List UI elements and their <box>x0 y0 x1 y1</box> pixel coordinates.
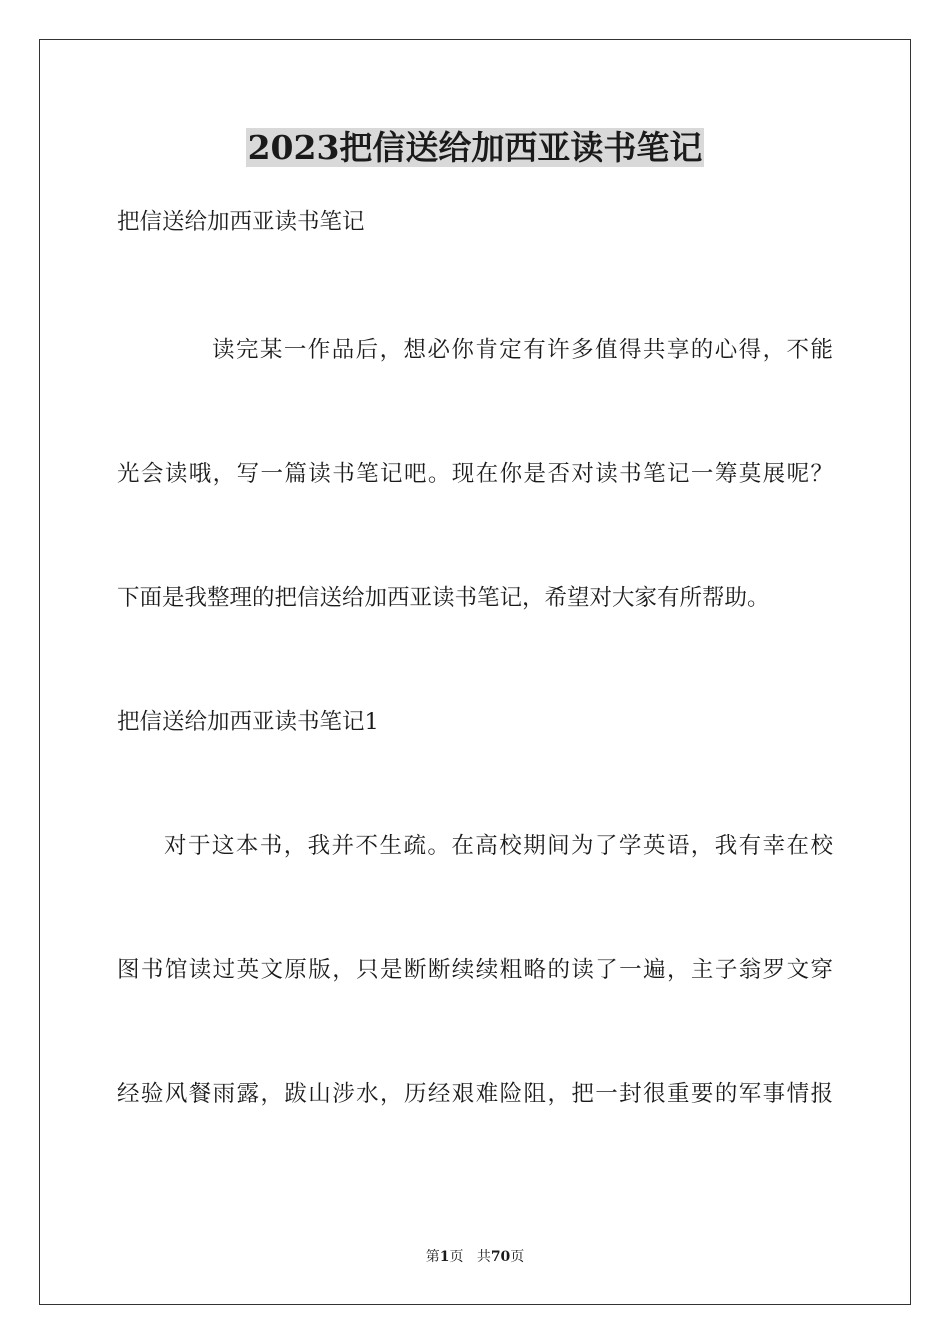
paragraph-line-1: 读完某一作品后，想必你肯定有许多值得共享的心得，不能 <box>212 337 833 363</box>
page-prefix: 第 <box>425 1249 440 1265</box>
page-suffix: 页 <box>449 1249 464 1265</box>
total-suffix: 页 <box>510 1249 525 1265</box>
paragraph-line-3: 下面是我整理的把信送给加西亚读书笔记，希望对大家有所帮助。 <box>117 585 770 611</box>
page-number: 1 <box>439 1249 450 1265</box>
paragraph-line-6: 经验风餐雨露，跋山涉水，历经艰难险阻，把一封很重要的军事情报 <box>117 1081 833 1107</box>
document-title-text: 2023把信送给加西亚读书笔记 <box>247 128 703 167</box>
paragraph-line-5: 图书馆读过英文原版，只是断断续续粗略的读了一遍，主子翁罗文穿 <box>117 957 833 983</box>
total-prefix: 共 <box>476 1249 491 1265</box>
page-footer <box>0 1247 950 1267</box>
paragraph-line-2: 光会读哦，写一篇读书笔记吧。现在你是否对读书笔记一筹莫展呢？ <box>117 461 833 487</box>
document-title <box>0 124 950 172</box>
total-pages: 70 <box>490 1249 511 1265</box>
section-heading: 把信送给加西亚读书笔记1 <box>117 709 379 735</box>
paragraph-line-4: 对于这本书，我并不生疏。在高校期间为了学英语，我有幸在校 <box>164 833 833 859</box>
subtitle-line: 把信送给加西亚读书笔记 <box>117 209 365 235</box>
